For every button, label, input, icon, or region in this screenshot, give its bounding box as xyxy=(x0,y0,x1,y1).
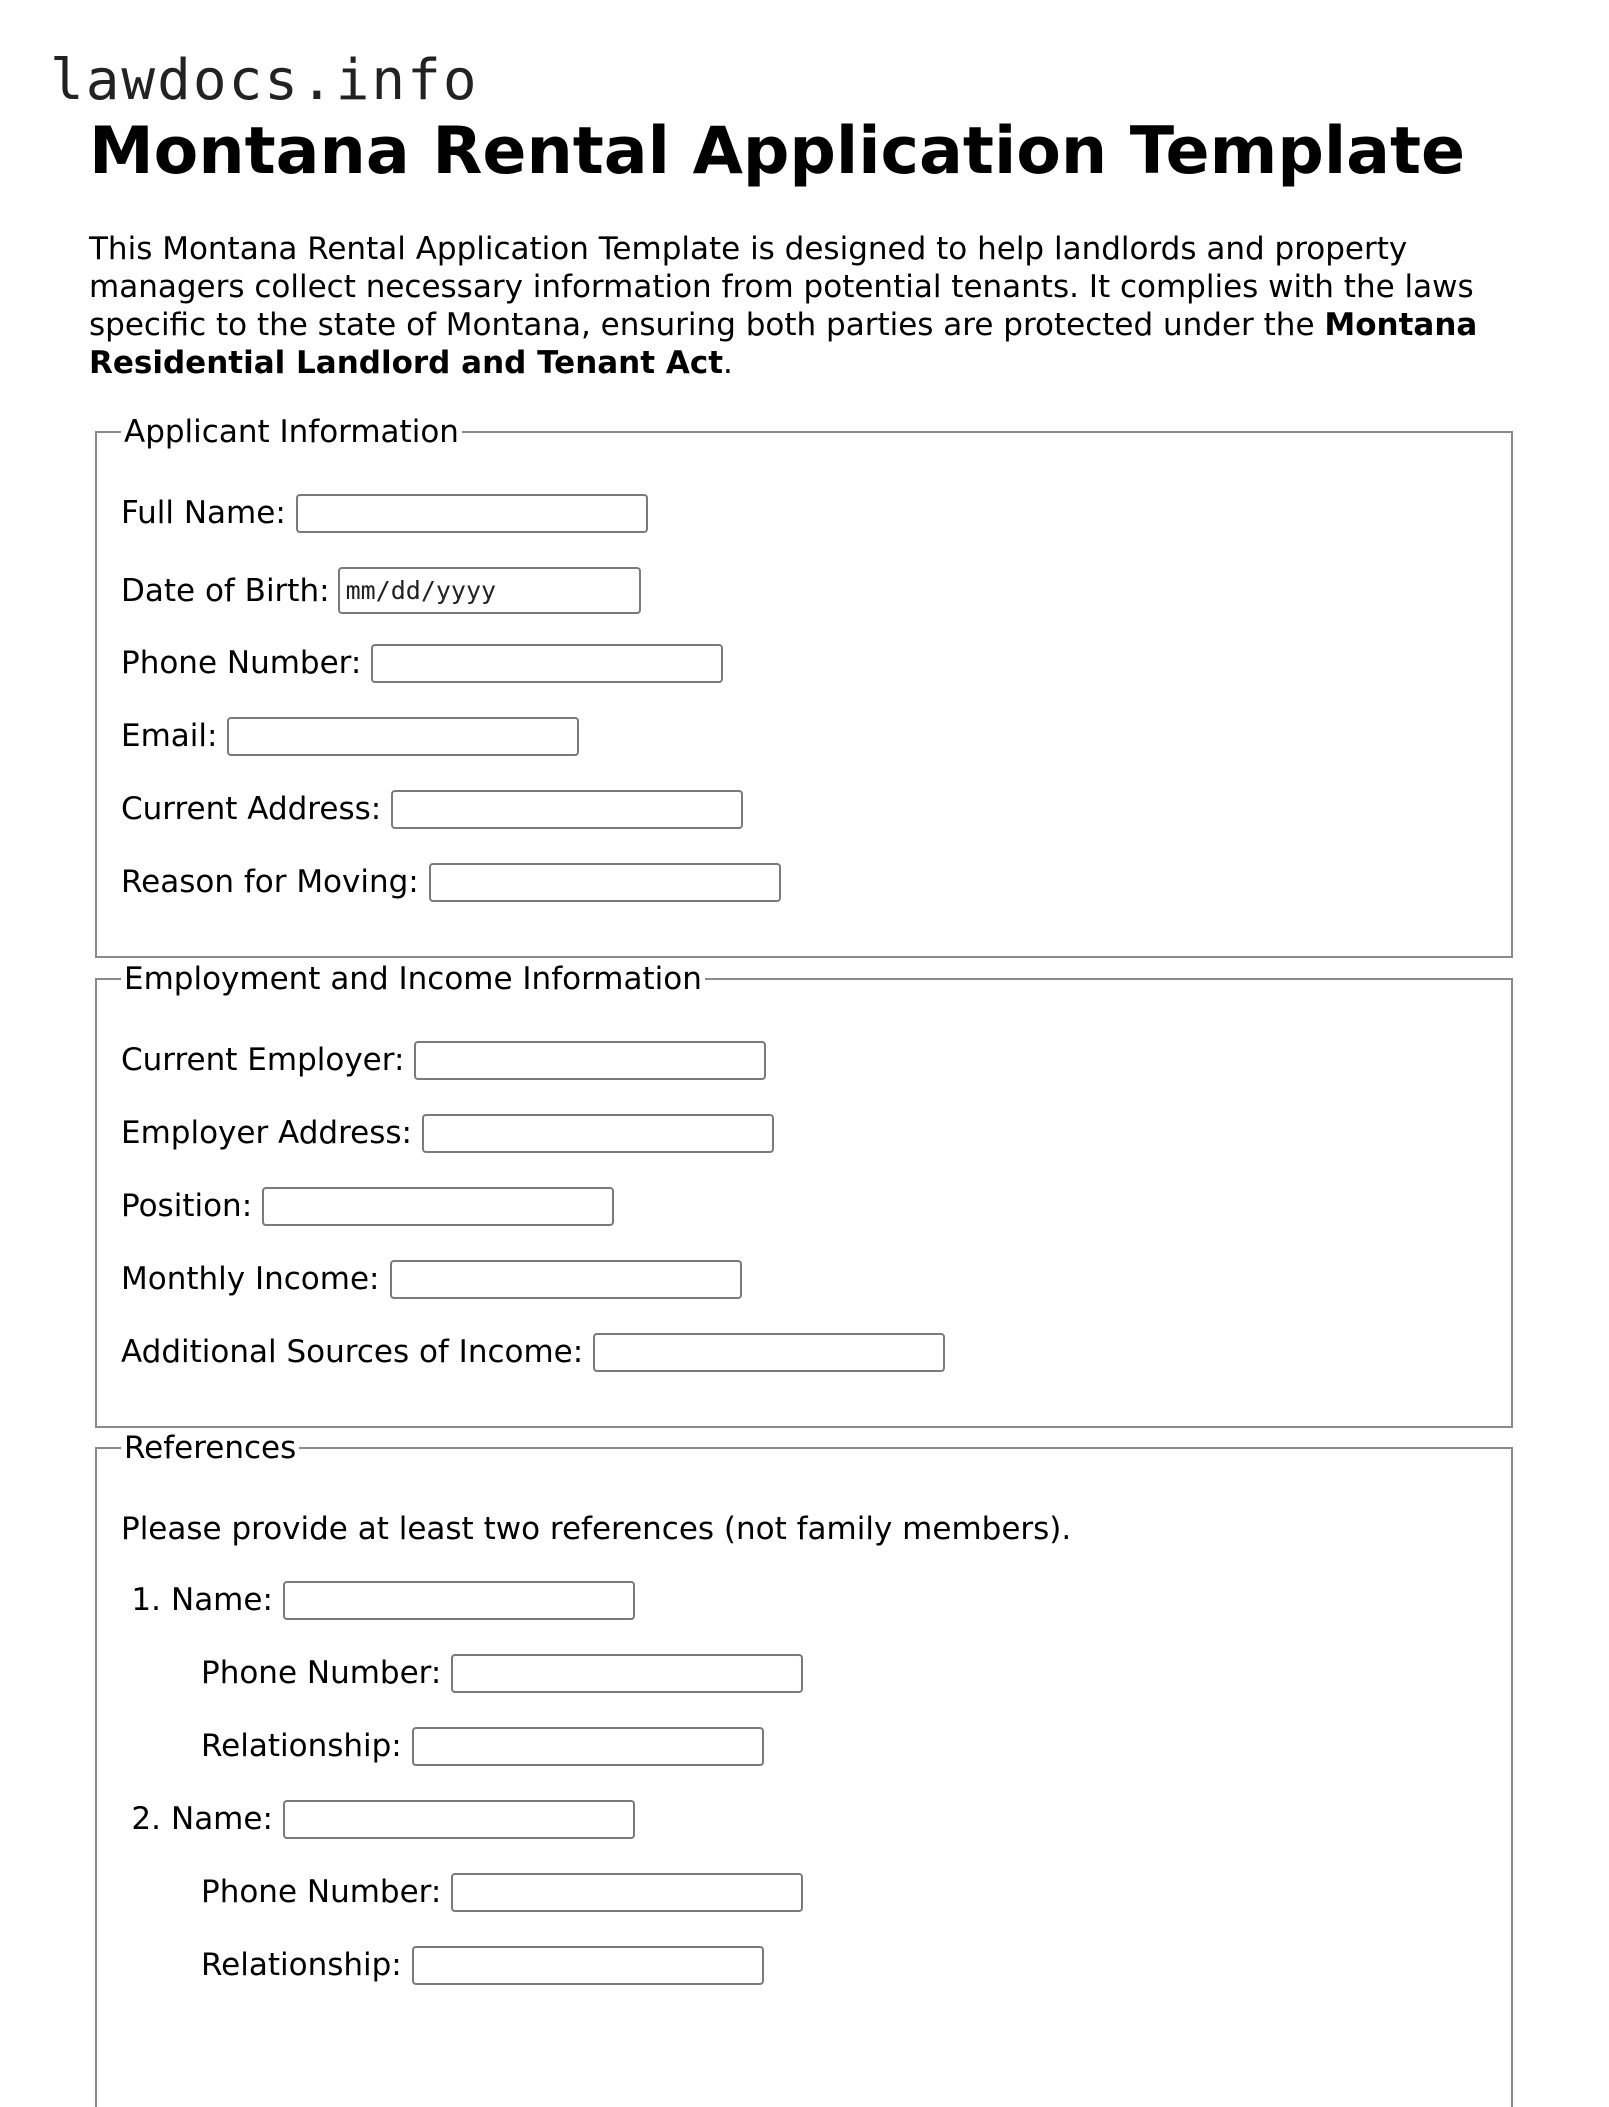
applicant-information-legend: Applicant Information xyxy=(121,412,462,452)
applicant-information-section xyxy=(95,414,1513,958)
reference-2-phone-input[interactable] xyxy=(451,1873,803,1912)
employment-information-legend: Employment and Income Information xyxy=(121,959,705,999)
reason-for-moving-input[interactable] xyxy=(429,863,781,902)
current-employer-input[interactable] xyxy=(414,1041,766,1080)
full-name-input[interactable] xyxy=(296,494,648,533)
reference-2-relationship-label: Relationship: xyxy=(201,1947,402,1983)
reference-1-relationship-label: Relationship: xyxy=(201,1728,402,1764)
reference-1-relationship-input[interactable] xyxy=(412,1727,764,1766)
monthly-income-row xyxy=(121,1259,742,1299)
reason-for-moving-row xyxy=(121,862,781,902)
intro-end: . xyxy=(723,345,733,381)
reference-1-phone-label: Phone Number: xyxy=(201,1655,442,1691)
reference-2-relationship-input[interactable] xyxy=(412,1946,764,1985)
employer-address-label: Employer Address: xyxy=(121,1115,412,1151)
date-of-birth-label: Date of Birth: xyxy=(121,572,330,609)
reason-for-moving-label: Reason for Moving: xyxy=(121,864,419,900)
page-title: Montana Rental Application Template xyxy=(89,114,1466,189)
reference-1-name-input[interactable] xyxy=(283,1581,635,1620)
reference-2-phone-row xyxy=(201,1872,803,1912)
phone-number-input[interactable] xyxy=(371,644,723,683)
phone-number-label: Phone Number: xyxy=(121,645,362,681)
full-name-label: Full Name: xyxy=(121,495,286,531)
employer-address-row xyxy=(121,1113,774,1153)
monthly-income-label: Monthly Income: xyxy=(121,1261,380,1297)
email-label: Email: xyxy=(121,718,218,754)
email-row xyxy=(121,716,579,756)
phone-number-row xyxy=(121,643,723,683)
reference-2-relationship-row xyxy=(201,1945,764,1985)
email-input[interactable] xyxy=(227,717,579,756)
intro-act-name: Montana Residential Landlord and Tenant Act xyxy=(89,307,1478,381)
current-employer-row xyxy=(121,1040,766,1080)
position-label: Position: xyxy=(121,1188,253,1224)
current-address-row xyxy=(121,789,743,829)
current-address-input[interactable] xyxy=(391,790,743,829)
employment-information-section xyxy=(95,961,1513,1428)
references-note: Please provide at least two references (not family members). xyxy=(121,1511,1072,1547)
reference-2-name-label: Name: xyxy=(171,1801,273,1837)
position-input[interactable] xyxy=(262,1187,614,1226)
full-name-row xyxy=(121,493,648,533)
site-logo: lawdocs.info xyxy=(50,48,479,113)
reference-2-number: 2. xyxy=(131,1801,161,1837)
reference-1-relationship-row xyxy=(201,1726,764,1766)
date-of-birth-row xyxy=(121,567,641,614)
reference-1-name-row xyxy=(121,1580,635,1620)
reference-1-phone-row xyxy=(201,1653,803,1693)
intro-paragraph xyxy=(89,230,1529,382)
date-of-birth-input[interactable] xyxy=(338,567,641,614)
intro-text: This Montana Rental Application Template is designed to help landlords and property managers collect necessary information from potential tenants. It complies with the laws specific to the state of Montana, ensuring both parties are protected under the xyxy=(89,231,1474,343)
reference-2-phone-label: Phone Number: xyxy=(201,1874,442,1910)
reference-1-phone-input[interactable] xyxy=(451,1654,803,1693)
references-legend: References xyxy=(121,1428,299,1468)
current-employer-label: Current Employer: xyxy=(121,1042,405,1078)
reference-1-name-label: Name: xyxy=(171,1582,273,1618)
reference-1-number: 1. xyxy=(131,1582,161,1618)
position-row xyxy=(121,1186,614,1226)
additional-income-input[interactable] xyxy=(593,1333,945,1372)
reference-2-name-input[interactable] xyxy=(283,1800,635,1839)
additional-income-label: Additional Sources of Income: xyxy=(121,1334,584,1370)
current-address-label: Current Address: xyxy=(121,791,382,827)
employer-address-input[interactable] xyxy=(422,1114,774,1153)
references-section xyxy=(95,1430,1513,2107)
additional-income-row xyxy=(121,1332,945,1372)
monthly-income-input[interactable] xyxy=(390,1260,742,1299)
reference-2-name-row xyxy=(121,1799,635,1839)
